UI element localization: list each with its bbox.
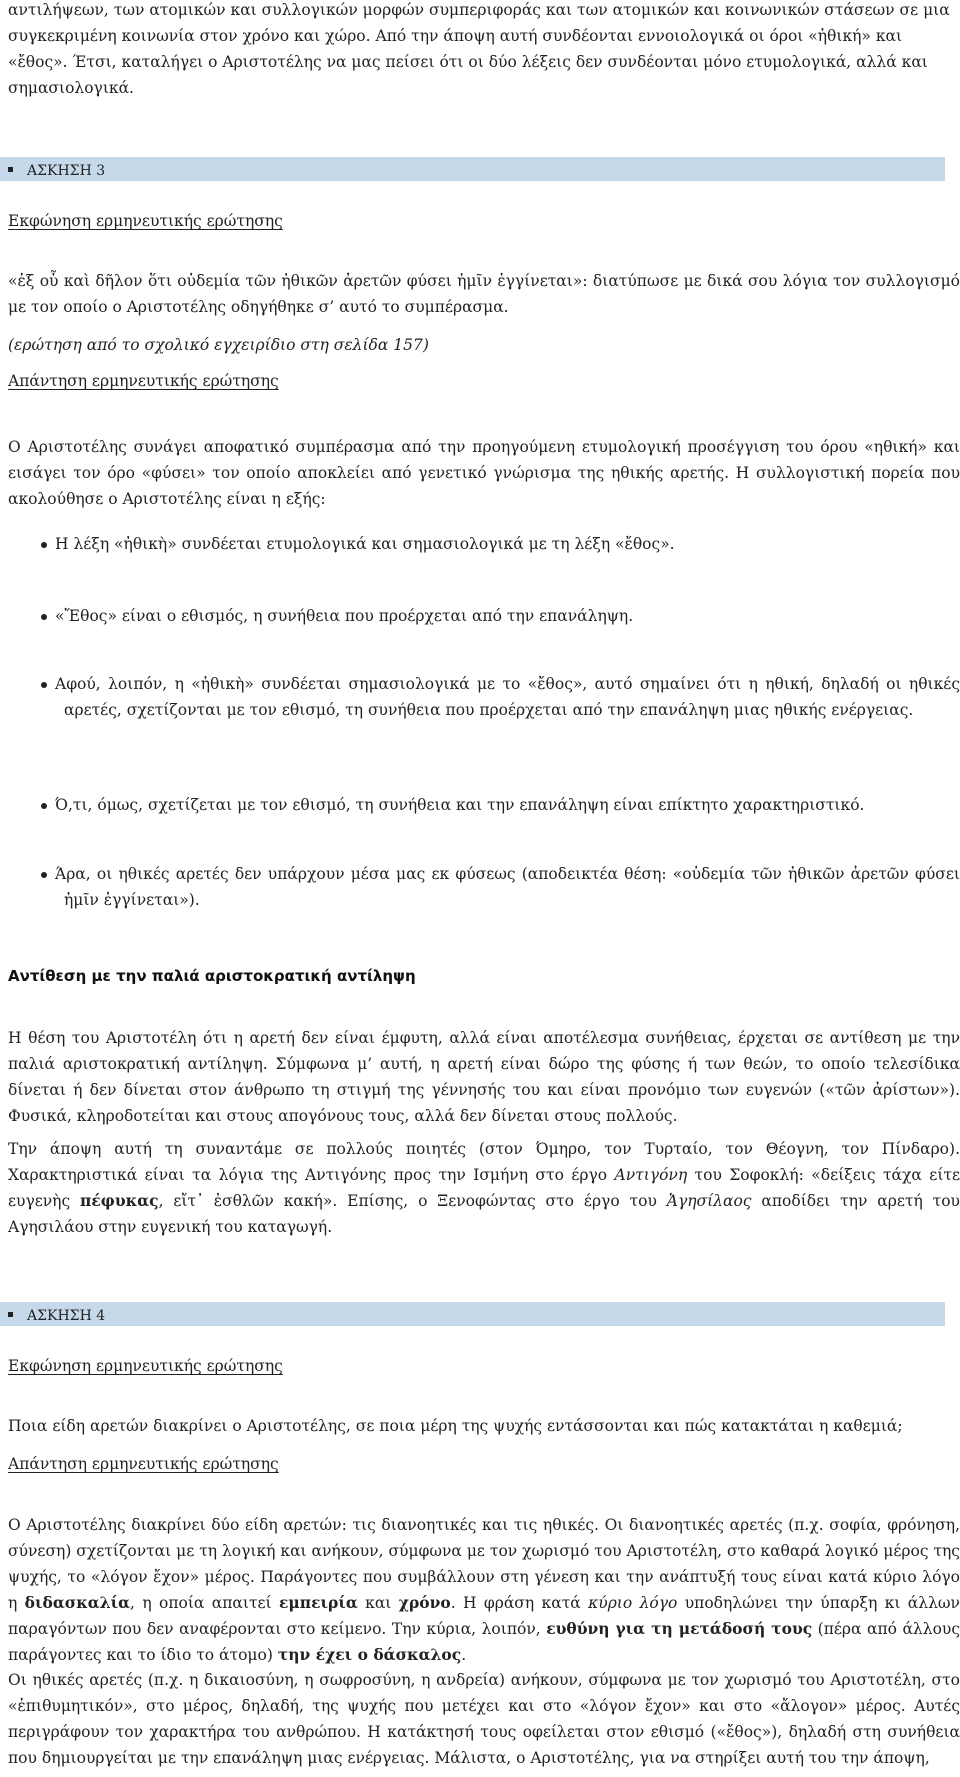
emphasis-pefykas: πέφυκας	[80, 1191, 159, 1210]
bullet-dot-icon	[41, 682, 47, 688]
bullet-dot-icon	[41, 872, 47, 878]
contrast-paragraph-1	[8, 1025, 960, 1129]
bullet-dot-icon	[41, 542, 47, 548]
emphasis-kyrio-logo: κύριο λόγο	[588, 1594, 678, 1612]
emphasis-didaskalia: διδασκαλία	[24, 1593, 131, 1612]
answer-heading-text: Απάντηση ερμηνευτικής ερώτησης	[8, 1455, 279, 1473]
question-heading-text: Εκφώνηση ερμηνευτικής ερώτησης	[8, 212, 283, 230]
exercise-3-title: ΑΣΚΗΣΗ 3	[27, 163, 106, 179]
answer-paragraph-1-text: Ο Αριστοτέλης διακρίνει δύο είδη αρετών: τις διανοητικές και τις ηθικές. Οι διανοητικές αρετές (π.χ. σοφία, φρόνηση, σύνεση) σχετίζονται με τη λογική και ανήκουν, σύμφωνα με τον χωρισμό του Αριστοτέλη, στο καθαρά λογικό μέρος της ψυχής, το «λόγον ἔχον» μέρος. Παράγοντες που συμβάλλουν στη γένεση και την ανάπτυξή τους είναι κατά κύριο λόγο η διδασκαλία, η οποία απαιτεί εμπειρία και χρόνο. Η φράση κατά κύριο λόγο υποδηλώνει την ύπαρξη κι άλλων παραγόντων που δεν αναφέρονται στο κείμενο. Την κύρια, λοιπόν, ευθύνη για τη μετάδοσή τους (πέρα από άλλους παράγοντες και το ίδιο το άτομο) την έχει ο δάσκαλος.	[8, 1516, 960, 1664]
exercise-3-source-note	[8, 332, 960, 358]
exercise-4-title: ΑΣΚΗΣΗ 4	[27, 1308, 106, 1324]
source-note-text: (ερώτηση από το σχολικό εγχειρίδιο στη σελίδα 157)	[8, 336, 429, 354]
contrast-paragraph-1-text: Η θέση του Αριστοτέλη ότι η αρετή δεν είναι έμφυτη, αλλά είναι αποτέλεσμα συνήθειας, έρχεται σε αντίθεση με την παλιά αριστοκρατική αντίληψη. Σύμφωνα μ’ αυτή, η αρετή είναι δώρο της φύσης ή των θεών, το οποίο τελεσίδικα δίνεται ή δεν δίνεται στον άνθρωπο τη στιγμή της γέννησής του και είναι προνόμιο των ευγενών («τῶν ἀρίστων»). Φυσικά, κληροδοτείται και στους απογόνους τους, αλλά δεν δίνεται στους πολλούς.	[8, 1029, 960, 1125]
intro-line-3: «ἔθος». Έτσι, καταλήγει ο Αριστοτέλης να μας πείσει ότι οι δύο λέξεις δεν συνδέονται μόνο ετυμολογικά, αλλά και	[8, 53, 928, 71]
exercise-4-answer-paragraph-2	[8, 1667, 960, 1771]
emphasis-chronos: χρόνο	[398, 1593, 451, 1612]
emphasis-empeiria: εμπειρία	[279, 1593, 358, 1612]
exercise-3-question	[8, 268, 960, 320]
intro-line-1: αντιλήψεων, των ατομικών και συλλογικών μορφών συμπεριφοράς και των ατομικών και κοινωνικών στάσεων σε μια	[8, 1, 950, 19]
exercise-4-question	[8, 1413, 960, 1439]
exercise-4-header	[0, 1302, 945, 1326]
intro-line-4: σημασιολογικά.	[8, 79, 134, 97]
bullet-dot-icon	[41, 614, 47, 620]
question-text: Ποια είδη αρετών διακρίνει ο Αριστοτέλης, σε ποια μέρη της ψυχής εντάσσονται και πώς κατακτάται η καθεμιά;	[8, 1417, 903, 1435]
exercise-3-header	[0, 157, 945, 181]
reasoning-step	[25, 603, 960, 629]
reasoning-step	[25, 531, 960, 557]
emphasis-daskalo: την έχει ο δάσκαλος	[277, 1645, 462, 1664]
exercise-3-answer	[8, 434, 960, 512]
exercise-3-question-heading	[8, 208, 960, 234]
exercise-4-answer-paragraph-1	[8, 1512, 960, 1668]
work-title-agesilaos: Ἀγησίλαος	[666, 1192, 752, 1210]
contrast-paragraph-2-text: Την άποψη αυτή τη συναντάμε σε πολλούς ποιητές (στον Όμηρο, τον Τυρταίο, τον Θέογνη, τον Πίνδαρο). Χαρακτηριστικά είναι τα λόγια της Αντιγόνης προς την Ισμήνη στο έργο Αντιγόνη του Σοφοκλή: «δείξεις τάχα είτε ευγενὴς πέφυκας, εἴτ᾽ ἐσθλῶν κακή». Επίσης, ο Ξενοφώντας στο έργο του Ἀγησίλαος αποδίδει την αρετή του Αγησιλάου στην ευγενική του καταγωγή.	[8, 1140, 960, 1236]
contrast-heading	[8, 963, 960, 989]
question-heading-text: Εκφώνηση ερμηνευτικής ερώτησης	[8, 1357, 283, 1375]
reasoning-step	[25, 792, 960, 818]
reasoning-step-text: Αφού, λοιπόν, η «ἠθικὴ» συνδέεται σημασιολογικά με το «ἔθος», αυτό σημαίνει ότι η ηθική, δηλαδή οι ηθικές αρετές, σχετίζονται με τον εθισμό, τη συνήθεια που προέρχεται από την επανάληψη μιας ηθικής ενέργειας.	[55, 675, 960, 719]
bullet-dot-icon	[41, 803, 47, 809]
reasoning-step-text: Η λέξη «ἠθικὴ» συνδέεται ετυμολογικά και σημασιολογικά με τη λέξη «ἔθος».	[55, 535, 675, 553]
answer-text: Ο Αριστοτέλης συνάγει αποφατικό συμπέρασμα από την προηγούμενη ετυμολογική προσέγγιση του όρου «ηθική» και εισάγει τον όρο «φύσει» τον οποίο αποκλείει από γενετικό γνώρισμα της ηθικής αρετής. Η συλλογιστική πορεία που ακολούθησε ο Αριστοτέλης είναι η εξής:	[8, 438, 960, 508]
intro-line-2: συγκεκριμένη κοινωνία στον χρόνο και χώρο. Από την άποψη αυτή συνδέονται εννοιολογικά οι όροι «ἠθική» και	[8, 27, 903, 45]
reasoning-step-text: Άρα, οι ηθικές αρετές δεν υπάρχουν μέσα μας εκ φύσεως (αποδεικτέα θέση: «οὐδεμία τῶν ἠθικῶν ἀρετῶν φύσει ἡμῖν ἐγγίνεται»).	[55, 865, 960, 909]
reasoning-step-text: Ό,τι, όμως, σχετίζεται με τον εθισμό, τη συνήθεια και την επανάληψη είναι επίκτητο χαρακτηριστικό.	[55, 796, 865, 814]
answer-paragraph-2-text: Οι ηθικές αρετές (π.χ. η δικαιοσύνη, η σωφροσύνη, η ανδρεία) ανήκουν, σύμφωνα με τον χωρισμό του Αριστοτέλη, στο «ἐπιθυμητικόν», στο μέρος, δηλαδή, της ψυχής που μετέχει και στο «λόγον ἔχον» και στο «ἄλογον» μέρος. Αυτές περιγράφουν τον χαρακτήρα του ανθρώπου. Η κατάκτησή τους οφείλεται στον εθισμό («ἔθος»), δηλαδή στη συνήθεια που δημιουργείται με την επανάληψη μιας ενέργειας. Μάλιστα, ο Αριστοτέλης, για να στηρίξει αυτή του την άποψη,	[8, 1671, 960, 1767]
exercise-4-answer-heading	[8, 1451, 960, 1477]
square-bullet-icon	[8, 167, 13, 172]
question-text: «ἐξ οὗ καὶ δῆλον ὅτι οὐδεμία τῶν ἠθικῶν ἀρετῶν φύσει ἡμῖν ἐγγίνεται»: διατύπωσε με δικά σου λόγια τον συλλογισμό με τον οποίο ο Αριστοτέλης οδηγήθηκε σ’ αυτό το συμπέρασμα.	[8, 272, 960, 316]
emphasis-efthyni: ευθύνη για τη μετάδοσή τους	[546, 1619, 813, 1638]
square-bullet-icon	[8, 1312, 13, 1317]
answer-heading-text: Απάντηση ερμηνευτικής ερώτησης	[8, 372, 279, 390]
contrast-heading-text: Αντίθεση με την παλιά αριστοκρατική αντίληψη	[8, 967, 416, 985]
exercise-4-question-heading	[8, 1353, 960, 1379]
reasoning-step-text: «Ἔθος» είναι ο εθισμός, η συνήθεια που προέρχεται από την επανάληψη.	[55, 607, 634, 625]
exercise-3-answer-heading	[8, 368, 960, 394]
contrast-paragraph-2	[8, 1136, 960, 1240]
intro-paragraph	[8, 0, 960, 101]
work-title-antigone: Αντιγόνη	[614, 1166, 688, 1184]
reasoning-step	[25, 861, 960, 913]
reasoning-step	[25, 671, 960, 723]
